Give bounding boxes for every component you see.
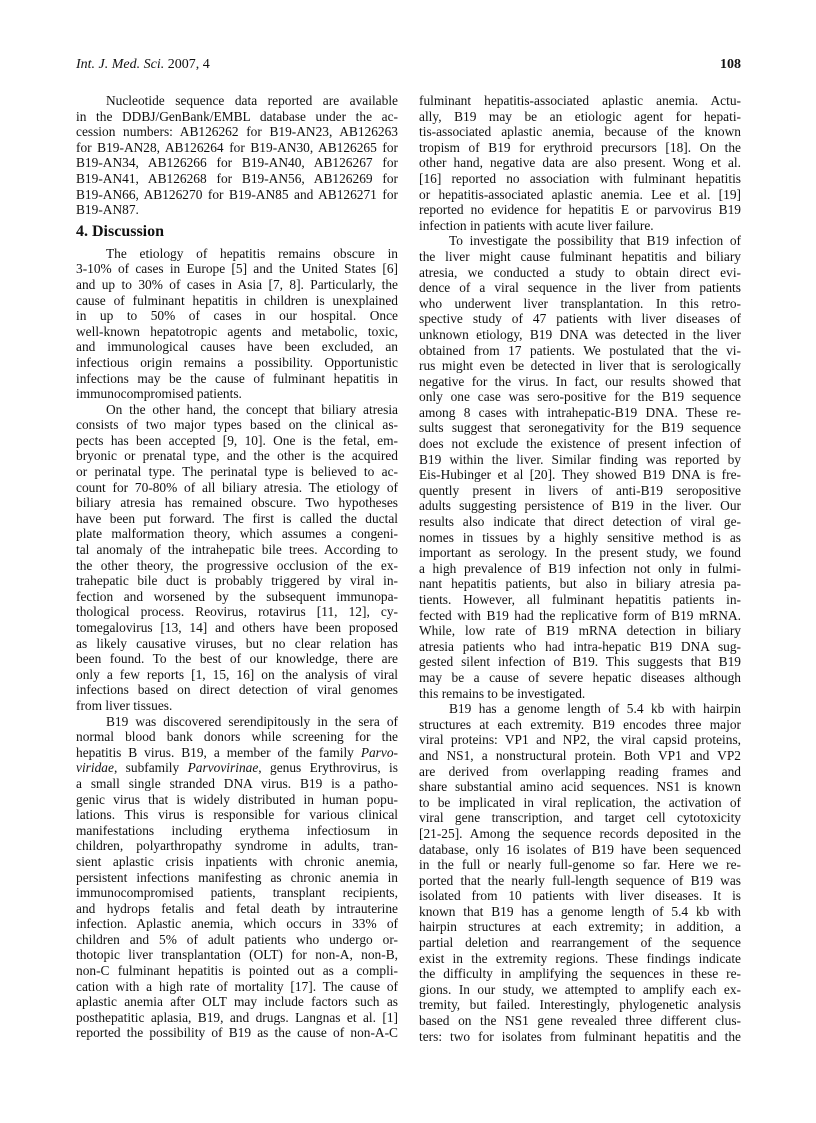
text-line: infections based on direct detection of viral genomes: [76, 682, 398, 698]
text-line: While, low rate of B19 mRNA detection in biliary: [419, 623, 741, 639]
text-line: tremity, but failed. Interestingly, phylogenetic analysis: [419, 997, 741, 1013]
text-line: structures at each extremity. B19 encodes three major: [419, 716, 741, 732]
text-line: Eis-Hubinger et al [20]. They showed B19 DNA is fre-: [419, 467, 741, 483]
text-line: tropism of B19 for erythroid precursors [18]. On the: [419, 139, 741, 155]
text-line: and immunological causes have been excluded, an: [76, 339, 398, 355]
text-line: 3-10% of cases in Europe [5] and the United States [6]: [76, 261, 398, 277]
journal-name: Int. J. Med. Sci.: [76, 57, 165, 72]
text-line: viral proteins: VP1 and NP2, the viral capsid proteins,: [419, 732, 741, 748]
text-line: have been put forward. The first is called the ductal: [76, 510, 398, 526]
section-heading: 4. Discussion: [76, 222, 165, 240]
text-line: in the full or nearly full-genome so far. Here we re-: [419, 857, 741, 873]
text-line: exist in the extremity regions. These findings indicate: [419, 950, 741, 966]
text-line: are derived from overlapping reading frames and: [419, 763, 741, 779]
text-line: immunocompromised patients, transplant recipients,: [76, 885, 398, 901]
text-line: [76, 745, 398, 761]
text-line: for B19-AN28, AB126264 for B19-AN30, AB126265 for: [76, 139, 398, 155]
text-line: a small single stranded DNA virus. B19 is a patho-: [76, 775, 398, 791]
text-line: [21-25]. Among the sequence records deposited in the: [419, 825, 741, 841]
text-line: important as serology. In the present study, we found: [419, 545, 741, 561]
text-line: genic virus that is widely distributed in human popu-: [76, 791, 398, 807]
text-line: biliary atresia has remained obscure. Two hypotheses: [76, 495, 398, 511]
text-line: other hand, negative data are also present. Wong et al.: [419, 155, 741, 171]
text-line: in up to 50% of cases in our hospital. Once: [76, 308, 398, 324]
text-line: plate malformation theory, which assumes a congeni-: [76, 526, 398, 542]
text-line: B19 was discovered serendipitously in the sera of: [106, 713, 398, 729]
text-line: cession numbers: AB126262 for B19-AN23, AB126263: [76, 124, 398, 140]
text-line: immunocompromised patients.: [76, 386, 242, 402]
text-line: spective study of 47 patients with liver diseases of: [419, 311, 741, 327]
text-line: B19-AN66, AB126270 for B19-AN85 and AB126271 for: [76, 186, 398, 202]
text-line: negative for the virus. In fact, our results showed that: [419, 373, 741, 389]
right-column: [419, 93, 741, 1044]
text-line: fected with B19 had the replicative form of B19 mRNA.: [419, 607, 741, 623]
left-column: [76, 93, 398, 1041]
text-line: aplastic anemia after OLT may include factors such as: [76, 994, 398, 1010]
text-line: ters: two for isolates from fulminant hepatitis and the: [419, 1028, 741, 1044]
text-line: count for 70-80% of all biliary atresia. The etiology of: [76, 479, 398, 495]
text-line: the other theory, the progressive occlusion of the ex-: [76, 557, 398, 573]
text-line: share substantial amino acid sequences. NS1 is known: [419, 779, 741, 795]
text-line: nant hepatitis patients, but also in biliary atresia pa-: [419, 576, 741, 592]
text-line: may be a cause of severe hepatic diseases although: [419, 669, 741, 685]
text-line: reported no evidence for hepatitis E or parvovirus B19: [419, 202, 741, 218]
text-line: B19 has a genome length of 5.4 kb with hairpin: [449, 701, 741, 717]
text-line: obtained from 17 patients. We postulated that the vi-: [419, 342, 741, 358]
text-line: fection and worsened by the subsequent immunopa-: [76, 588, 398, 604]
text-line: atresia, we conducted a study to obtain direct evi-: [419, 264, 741, 280]
text-line: rus might even be detected in liver that is serologically: [419, 358, 741, 374]
text-line: unknown etiology, B19 DNA was detected in the liver: [419, 326, 741, 342]
text-line: from liver tissues.: [76, 697, 173, 713]
running-header: [76, 57, 210, 73]
text-line: posthepatitic aplasia, B19, and drugs. Langnas et al. [1]: [76, 1009, 398, 1025]
text-line: tomegalovirus [13, 14] and others have been proposed: [76, 620, 398, 635]
text-line: nomes in tissues by a highly sensitive method is as: [419, 529, 741, 545]
text-line: infectious origin remains a possibility. Opportunistic: [76, 354, 398, 370]
text-line: does not exclude the existence of present infection of: [419, 436, 741, 452]
text-line: infection in patients with acute liver failure.: [419, 217, 654, 233]
text-line: to be implicated in viral replication, the activation of: [419, 794, 741, 810]
text-line: a high prevalence of B19 infection not only in fulmi-: [419, 560, 741, 576]
text-line: results also indicate that direct detection of viral ge-: [419, 514, 741, 530]
text-line: The etiology of hepatitis remains obscure in: [106, 245, 398, 261]
italic-text: Parvo-: [360, 744, 398, 760]
text-line: sient aplastic crisis inpatients with chronic anemia,: [76, 853, 398, 869]
text-line: tients. However, all fulminant hepatitis patients in-: [419, 592, 741, 607]
text-line: this remains to be investigated.: [419, 685, 586, 701]
text-line: tal anomaly of the intrahepatic bile trees. According to: [76, 542, 398, 558]
text-line: lations. This virus is responsible for various clinical: [76, 807, 398, 823]
text-line: B19-AN34, AB126266 for B19-AN40, AB126267 for: [76, 155, 398, 171]
text-line: thological process. Reovirus, rotavirus [11, 12], cy-: [76, 604, 398, 620]
text-line: Nucleotide sequence data reported are available: [106, 93, 398, 108]
text-line: only one case was sero-positive for the B19 sequence: [419, 389, 741, 405]
text-line: thotopic liver transplantation (OLT) for non-A, non-B,: [76, 947, 398, 963]
text-line: and NS1, a nonstructural protein. Both VP1 and VP2: [419, 747, 741, 763]
text-line: based on the NS1 gene revealed three different clus-: [419, 1013, 741, 1029]
year-volume: 2007, 4: [167, 57, 210, 72]
text-segment: hepatitis B virus. B19, a member of the family: [76, 744, 361, 760]
paragraph: [419, 233, 741, 701]
paragraph: [76, 93, 398, 218]
text-line: been found. To the best of our knowledge, there are: [76, 651, 398, 667]
text-line: ally, B19 may be an etiologic agent for hepati-: [419, 108, 741, 124]
text-line: infections may be the cause of fulminant hepatitis in: [76, 370, 398, 386]
text-line: database, only 16 isolates of B19 have been sequenced: [419, 841, 741, 857]
text-line: cation with a high rate of mortality [17]. The cause of: [76, 978, 398, 994]
text-segment: , genus Erythrovirus, is: [258, 760, 398, 776]
text-line: or hepatitis-associated aplastic anemia. Lee et al. [19]: [419, 186, 741, 202]
text-line: normal blood bank donors while screening for the: [76, 729, 398, 745]
text-line: sults suggest that seronegativity for the B19 sequence: [419, 420, 741, 436]
text-line: infection. Aplastic anemia, which occurs in 33% of: [76, 916, 398, 932]
paragraph: [419, 93, 741, 233]
text-line: tis-associated aplastic anemia, because of the known: [419, 124, 741, 140]
text-line: To investigate the possibility that B19 infection of: [449, 233, 741, 249]
text-line: cause of fulminant hepatitis in children is unexplained: [76, 292, 398, 308]
italic-text: viridae: [76, 760, 114, 776]
paragraph: [76, 246, 398, 402]
text-line: non-C fulminant hepatitis is pointed out as a compli-: [76, 963, 398, 979]
text-line: in the DDBJ/GenBank/EMBL database under the ac-: [76, 108, 398, 124]
text-line: bryonic or prenatal type, and the other is the acquired: [76, 448, 398, 464]
text-line: who underwent liver transplantation. In this retro-: [419, 295, 741, 311]
text-line: persistent infections manifesting as chronic anemia in: [76, 869, 398, 885]
text-line: as likely causative viruses, but no clear relation has: [76, 635, 398, 651]
text-line: the liver might cause fulminant hepatitis and biliary: [419, 248, 741, 264]
text-line: trahepatic bile duct is probably triggered by viral in-: [76, 573, 398, 589]
paragraph: [419, 701, 741, 1044]
text-line: gested silent infection of B19. This suggests that B19: [419, 654, 741, 670]
text-line: children and 5% of adult patients who undergo or-: [76, 931, 398, 947]
text-line: partial deletion and rearrangement of the sequence: [419, 935, 741, 951]
italic-text: Parvovirinae: [187, 760, 259, 776]
text-line: and up to 30% of cases in Asia [7, 8]. Particularly, the: [76, 276, 398, 292]
text-line: On the other hand, the concept that biliary atresia: [106, 401, 398, 417]
text-line: hairpin structures at each extremity; in addition, a: [419, 919, 741, 935]
text-line: known that B19 has a genome length of 5.4 kb with: [419, 903, 741, 919]
text-line: pects has been accepted [9, 10]. One is the fetal, em-: [76, 432, 398, 448]
text-line: B19 within the liver. Similar finding was reported by: [419, 451, 741, 467]
text-line: atresia patients who had intra-hepatic B19 DNA sug-: [419, 638, 741, 654]
text-line: reported the possibility of B19 as the cause of non-A-C: [76, 1025, 398, 1041]
text-line: fulminant hepatitis-associated aplastic anemia. Actu-: [419, 93, 741, 108]
text-line: gions. In our study, we attempted to amplify each ex-: [419, 981, 741, 997]
text-line: viral gene transcription, and target cell cytotoxicity: [419, 810, 741, 826]
text-line: manifestations including erythema infectiosum in: [76, 822, 398, 838]
text-line: dence of a viral sequence in the liver from patients: [419, 280, 741, 296]
text-line: B19-AN41, AB126268 for B19-AN56, AB126269 for: [76, 170, 398, 186]
text-line: consists of two major types based on the clinical as-: [76, 417, 398, 433]
page-number: 108: [720, 57, 741, 72]
paragraph: [76, 714, 398, 1041]
text-line: among 8 cases with intrahepatic-B19 DNA. These re-: [419, 404, 741, 420]
text-line: or perinatal type. The perinatal type is believed to ac-: [76, 464, 398, 480]
text-line: isolated from 10 patients with liver diseases. It is: [419, 888, 741, 904]
text-line: quently present in livers of anti-B19 seropositive: [419, 482, 741, 498]
text-line: adults suggesting persistence of B19 in the liver. Our: [419, 498, 741, 514]
paragraph: [76, 402, 398, 714]
text-line: B19-AN87.: [76, 202, 139, 218]
text-line: and hydrops fetalis and fetal death by intrauterine: [76, 900, 398, 916]
text-line: children, polyarthropathy syndrome in adults, tran-: [76, 838, 398, 854]
text-line: the difficulty in amplifying the sequences in these re-: [419, 966, 741, 982]
text-segment: , subfamily: [113, 760, 188, 776]
text-line: [76, 760, 398, 776]
text-line: ported that the nearly full-length sequence of B19 was: [419, 872, 741, 888]
text-line: well-known hepatotropic agents and metabolic, toxic,: [76, 323, 398, 339]
text-line: [16] reported no association with fulminant hepatitis: [419, 170, 741, 186]
text-line: only a few reports [1, 15, 16] on the analysis of viral: [76, 666, 398, 682]
